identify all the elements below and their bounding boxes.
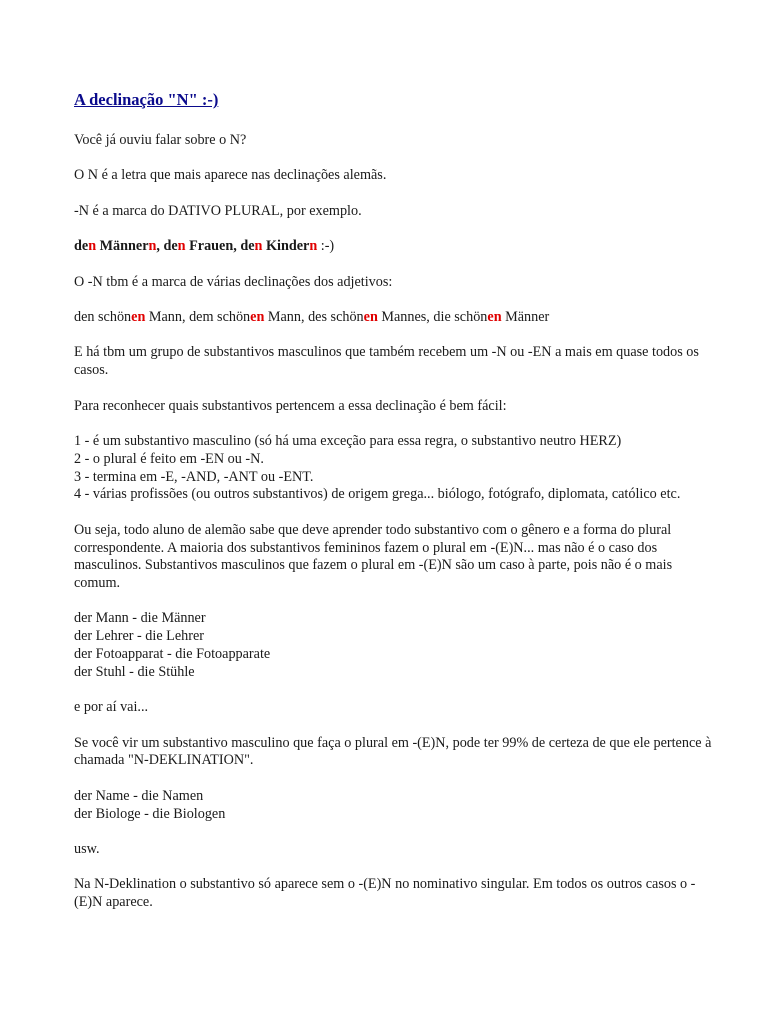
paragraph-intro-question: Você já ouviu falar sobre o N? <box>74 132 247 148</box>
examples-list-1 <box>74 610 714 681</box>
example-item: der Name - die Namen <box>74 787 204 804</box>
rule-item: 4 - várias profissões (ou outros substantivos) de origem grega... biólogo, fotógrafo, diplomata, católico etc. <box>74 486 681 503</box>
paragraph-usw: usw. <box>74 841 100 858</box>
paragraph-dative-plural: -N é a marca do DATIVO PLURAL, por exemplo. <box>74 202 362 219</box>
rule-item: 1 - é um substantivo masculino (só há uma exceção para essa regra, o substantivo neutro HERZ) <box>74 432 622 449</box>
example-item: der Stuhl - die Stühle <box>74 663 195 680</box>
document-page <box>74 90 714 930</box>
paragraph-gender-plural: Ou seja, todo aluno de alemão sabe que deve aprender todo substantivo com o gênero e a forma do plural correspondente. A maioria dos substantivos femininos fazem o plural em -(E)N... mas não é o caso dos masculinos. Substantivos masculinos que fazem o plural em -(E)N são um caso à parte, pois não é o mais comum. <box>74 521 673 592</box>
paragraph-n-letter: O N é a letra que mais aparece nas declinações alemãs. <box>74 167 387 184</box>
paragraph-99-percent: Se você vir um substantivo masculino que faça o plural em -(E)N, pode ter 99% de certeza de que ele pertence à chamada "N-DEKLINATION". <box>74 734 712 769</box>
example-item: der Lehrer - die Lehrer <box>74 628 204 645</box>
paragraph-masculine-group: E há tbm um grupo de substantivos masculinos que também recebem um -N ou -EN a mais em quase todos os casos. <box>74 344 699 379</box>
rule-item: 3 - termina em -E, -AND, -ANT ou -ENT. <box>74 468 314 485</box>
example-item: der Fotoapparat - die Fotoapparate <box>74 646 271 663</box>
examples-list-2 <box>74 788 714 824</box>
dative-example: den Männern, den Frauen, den Kindern :-) <box>74 238 335 255</box>
paragraph-n-deklination: Na N-Deklination o substantivo só aparece sem o -(E)N no nominativo singular. Em todos os outros casos o -(E)N aparece. <box>74 876 696 911</box>
rules-list <box>74 433 714 504</box>
paragraph-adjective-declension: O -N tbm é a marca de várias declinações dos adjetivos: <box>74 273 393 290</box>
example-item: der Mann - die Männer <box>74 610 206 627</box>
adjective-example: den schönen Mann, dem schönen Mann, des schönen Mannes, die schönen Männer <box>74 308 550 325</box>
paragraph-recognize: Para reconhecer quais substantivos pertencem a essa declinação é bem fácil: <box>74 397 507 414</box>
rule-item: 2 - o plural é feito em -EN ou -N. <box>74 450 264 467</box>
page-title: A declinação "N" :-) <box>74 90 219 109</box>
paragraph-and-so-on: e por aí vai... <box>74 699 149 716</box>
example-item: der Biologe - die Biologen <box>74 805 226 822</box>
